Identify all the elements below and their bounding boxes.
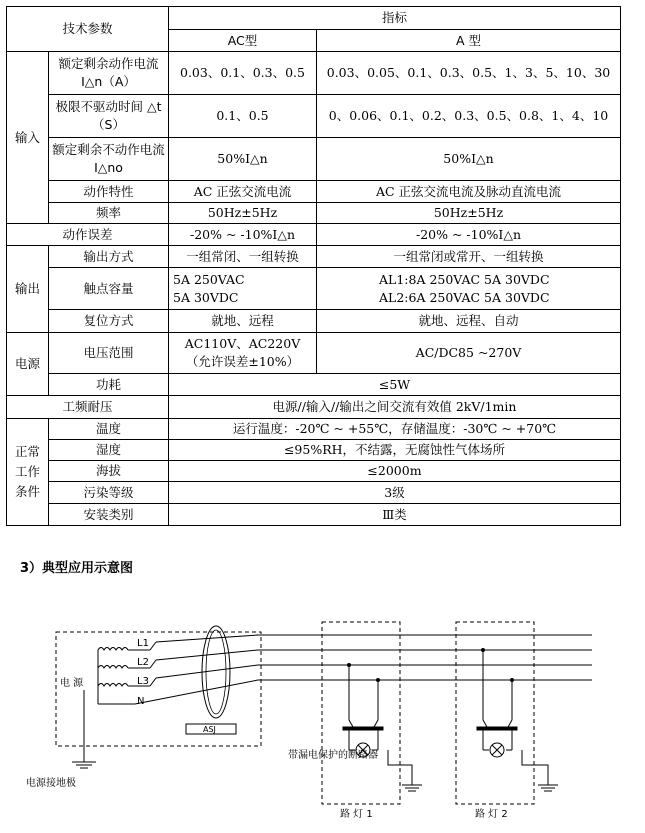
contact-a-line-2: AL2:6A 250VAC 5A 30VDC: [379, 289, 550, 305]
row-label: 功耗: [49, 374, 169, 396]
group-power: 电源: [7, 333, 49, 396]
row-label: 频率: [49, 203, 169, 224]
row-label: 安装类别: [49, 504, 169, 526]
lamp-2-wiring: [477, 649, 558, 792]
ground-symbol: [72, 690, 96, 768]
row-label: 动作特性: [49, 181, 169, 203]
row-value: ≤5W: [169, 374, 621, 396]
voltage-ac-line-2: （允许误差±10%）: [185, 354, 300, 369]
row-value-ac: [169, 333, 317, 374]
row-value-a: [317, 268, 621, 310]
row-label: 湿度: [49, 440, 169, 461]
voltage-ac-line-1: AC110V、AC220V: [184, 336, 301, 351]
line-label-l2: L2: [137, 657, 149, 668]
header-index: 指标: [169, 7, 621, 30]
row-value-a: -20% ~ -10%I△n: [317, 224, 621, 246]
row-value-ac: 一组常闭、一组转换: [169, 246, 317, 268]
header-param: 技术参数: [7, 7, 169, 52]
row-label: 温度: [49, 419, 169, 440]
row-value-ac: 0.1、0.5: [169, 95, 317, 138]
lamp-1-box: [322, 622, 400, 804]
group-input: 输入: [7, 52, 49, 224]
lamp-2-label: 路 灯 2: [475, 809, 508, 820]
row-label: 海拔: [49, 461, 169, 482]
row-value-ac: 50Hz±5Hz: [169, 203, 317, 224]
row-value: ≤2000m: [169, 461, 621, 482]
section-title: 3）典型应用示意图: [20, 561, 134, 576]
row-value-a: AC/DC85 ~270V: [317, 333, 621, 374]
row-value-a: 50%I△n: [317, 138, 621, 181]
row-value-a: 就地、远程、自动: [317, 310, 621, 333]
row-value-a: 一组常闭或常开、一组转换: [317, 246, 621, 268]
header-ac-type: AC型: [169, 30, 317, 52]
row-label: 额定剩余动作电流 I△n（A）: [49, 52, 169, 95]
power-label: 电 源: [60, 678, 84, 689]
lamp-1-label: 路 灯 1: [340, 809, 373, 820]
row-value: 电源//输入//输出之间交流有效值 2kV/1min: [169, 396, 621, 419]
line-label-l3: L3: [137, 676, 149, 687]
contact-a-line-1: AL1:8A 250VAC 5A 30VDC: [379, 271, 550, 287]
lamp-1-wiring: [343, 664, 422, 792]
row-label: 触点容量: [49, 268, 169, 310]
row-value-a: 0.03、0.05、0.1、0.3、0.5、1、3、5、10、30: [317, 52, 621, 95]
row-value-ac: AC 正弦交流电流: [169, 181, 317, 203]
line-label-n: N: [137, 696, 145, 707]
row-label: 极限不驱动时间 △t（S）: [49, 95, 169, 138]
application-diagram: [0, 600, 645, 833]
header-a-type: A 型: [317, 30, 621, 52]
spec-table: [6, 6, 621, 526]
lamp-2-box: [456, 622, 534, 804]
row-value-ac: 就地、远程: [169, 310, 317, 333]
row-label: 工频耐压: [7, 396, 169, 419]
row-value-ac: [169, 268, 317, 310]
row-value: 运行温度：-20℃ ~ +55℃，存储温度：-30℃ ~ +70℃: [169, 419, 621, 440]
row-label: 电压范围: [49, 333, 169, 374]
row-label: 输出方式: [49, 246, 169, 268]
row-value-a: 50Hz±5Hz: [317, 203, 621, 224]
device-label: ASJ: [203, 725, 216, 734]
group-env: 正常工作条件: [7, 419, 49, 526]
row-value-a: 0、0.06、0.1、0.2、0.3、0.5、0.8、1、4、10: [317, 95, 621, 138]
breaker-label: 带漏电保护的断路器: [288, 750, 378, 761]
row-label: 动作误差: [7, 224, 169, 246]
ground-label: 电源接地极: [26, 778, 76, 789]
transformer-coils: [98, 648, 135, 705]
row-label: 污染等级: [49, 482, 169, 504]
row-value: 3级: [169, 482, 621, 504]
line-label-l1: L1: [137, 638, 149, 649]
row-label: 额定剩余不动作电流 I△no: [49, 138, 169, 181]
contact-ac-line-2: 5A 30VDC: [173, 289, 239, 305]
row-label: 复位方式: [49, 310, 169, 333]
row-value: Ⅲ类: [169, 504, 621, 526]
row-value-ac: -20% ~ -10%I△n: [169, 224, 317, 246]
row-value: ≤95%RH，不结露，无腐蚀性气体场所: [169, 440, 621, 461]
row-value-ac: 50%I△n: [169, 138, 317, 181]
row-value-ac: 0.03、0.1、0.3、0.5: [169, 52, 317, 95]
contact-ac-line-1: 5A 250VAC: [173, 271, 245, 287]
row-value-a: AC 正弦交流电流及脉动直流电流: [317, 181, 621, 203]
group-output: 输出: [7, 246, 49, 333]
bus-lines: [128, 635, 592, 704]
